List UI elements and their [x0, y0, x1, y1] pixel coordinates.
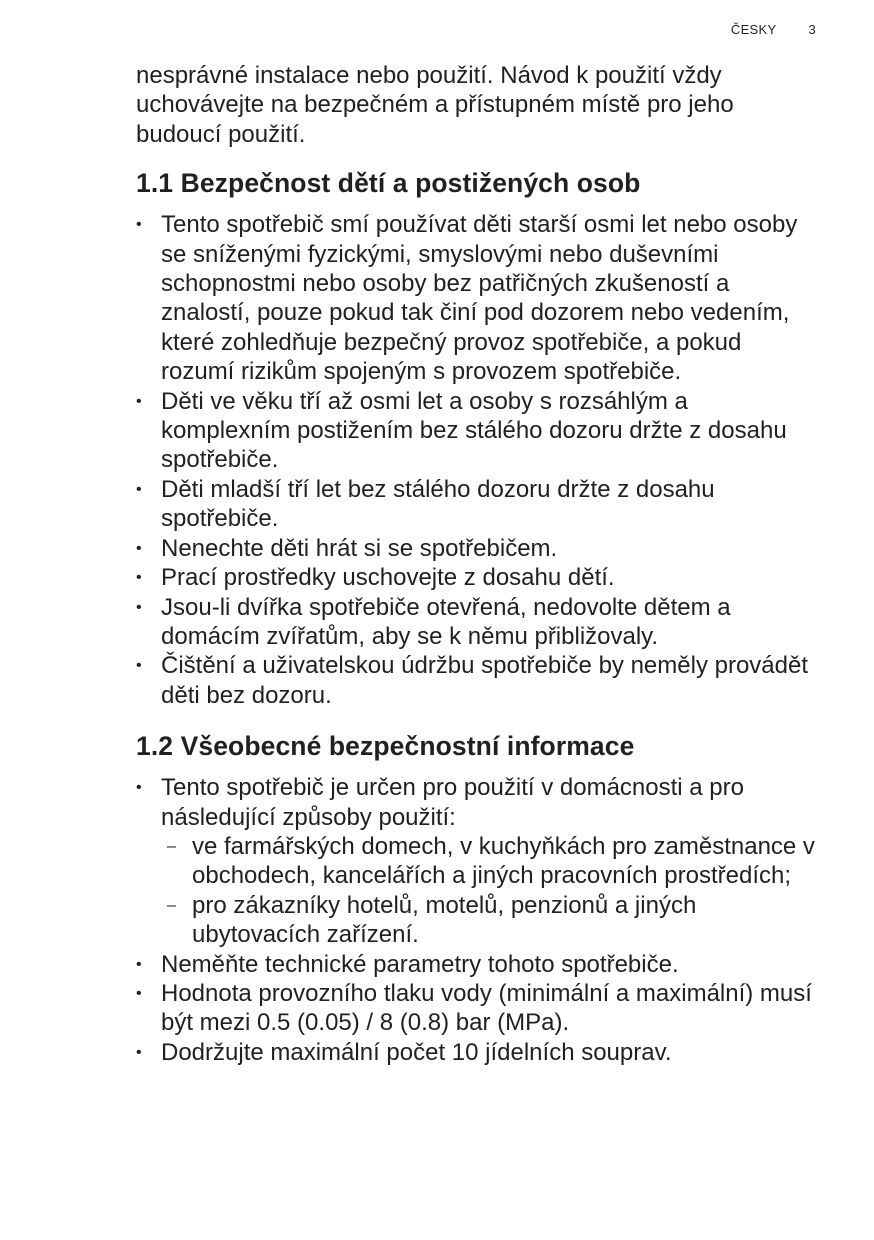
list-item: • Prací prostředky uschovejte z dosahu dětí. [136, 563, 821, 592]
list-item: • Děti ve věku tří až osmi let a osoby s rozsáhlým a komplexním postižením bez stálého dozoru držte z dosahu spotřebiče. [136, 387, 821, 475]
list-item: • Tento spotřebič smí používat děti starší osmi let nebo osoby se sníženými fyzickými, smyslovými nebo duševními schopnostmi nebo osoby bez patřičných zkušeností a znalostí, pouze pokud tak činí pod dozorem nebo vedením, které zohledňuje bezpečný provoz spotřebiče, a pokud rozumí rizikům spojeným s provozem spotřebiče. [136, 210, 821, 386]
general-safety-list [136, 773, 821, 1067]
list-item: • Čištění a uživatelskou údržbu spotřebiče by neměly provádět děti bez dozoru. [136, 651, 821, 710]
page-content [136, 61, 821, 1067]
usage-sublist [161, 832, 821, 950]
child-safety-list [136, 210, 821, 710]
list-item: • Nenechte děti hrát si se spotřebičem. [136, 534, 821, 563]
page-number: 3 [808, 22, 816, 37]
list-item: • Hodnota provozního tlaku vody (minimální a maximální) musí být mezi 0.5 (0.05) / 8 (0.8) bar (MPa). [136, 979, 821, 1038]
sublist-item: – pro zákazníky hotelů, motelů, penzionů a jiných ubytovacích zařízení. [161, 891, 821, 950]
section-heading-child-safety: 1.1 Bezpečnost dětí a postižených osob [136, 168, 641, 199]
sublist-item: – ve farmářských domech, v kuchyňkách pro zaměstnance v obchodech, kancelářích a jiných pracovních prostředích; [161, 832, 821, 891]
list-item [136, 773, 821, 949]
section-heading-general-safety: 1.2 Všeobecné bezpečnostní informace [136, 731, 635, 762]
list-item-text: Tento spotřebič je určen pro použití v domácnosti a pro následující způsoby použití: [161, 774, 744, 831]
language-label: ČESKY [730, 22, 777, 37]
list-item: • Jsou-li dvířka spotřebiče otevřená, nedovolte dětem a domácím zvířatům, aby se k němu přibližovaly. [136, 593, 821, 652]
list-item: • Neměňte technické parametry tohoto spotřebiče. [136, 950, 821, 979]
page-header [731, 22, 816, 37]
intro-paragraph: nesprávné instalace nebo použití. Návod k použití vždy uchovávejte na bezpečném a přístupném místě pro jeho budoucí použití. [136, 62, 734, 148]
list-item: • Děti mladší tří let bez stálého dozoru držte z dosahu spotřebiče. [136, 475, 821, 534]
list-item: • Dodržujte maximální počet 10 jídelních souprav. [136, 1038, 821, 1067]
